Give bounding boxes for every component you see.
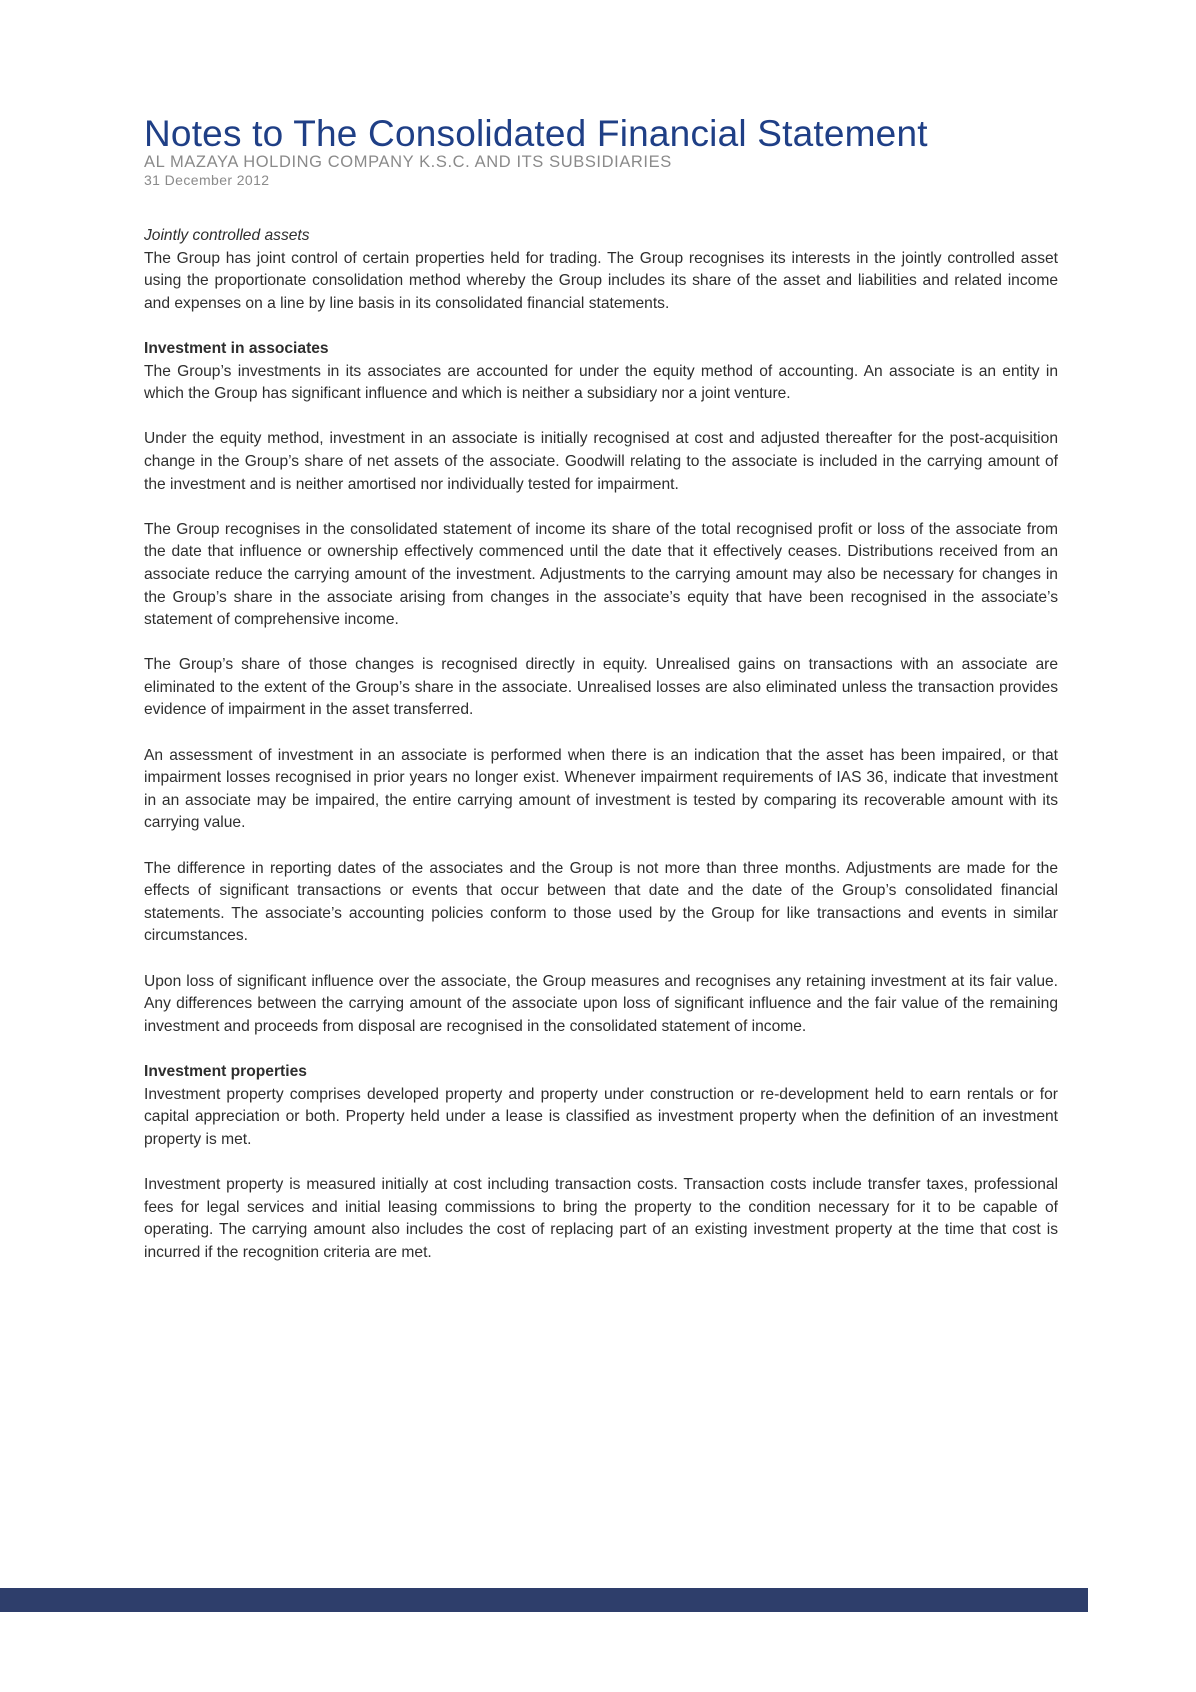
associates-paragraph-7: Upon loss of significant influence over the associate, the Group measures and recognises any retaining investment at its fair value. Any differences between the carrying amount of the associate upon loss of significant influence and the fair value of the remaining investment and proceeds from disposal are recognised in the consolidated statement of income. [144,972,1058,1035]
properties-paragraph-2: Investment property is measured initially at cost including transaction costs. Transaction costs include transfer taxes, professional fees for legal services and initial leasing commissions to bring the property to the condition necessary for it to be capable of operating. The carrying amount also includes the cost of replacing part of an existing investment property at the time that cost is incurred if the recognition criteria are met. [144,1175,1058,1261]
associates-paragraph-5: An assessment of investment in an associate is performed when there is an indication that the asset has been impaired, or that impairment losses recognised in prior years no longer exist. Whenever impairment requirements of IAS 36, indicate that investment in an associate may be impaired, the entire carrying amount of investment is tested by comparing its recoverable amount with its carrying value. [144,746,1058,832]
properties-paragraph-1: Investment property comprises developed property and property under construction or re-development held to earn rentals or for capital appreciation or both. Property held under a lease is classified as investment property when the definition of an investment property is met. [144,1085,1058,1148]
page-header [144,112,1064,189]
associates-paragraph-6: The difference in reporting dates of the associates and the Group is not more than three months. Adjustments are made for the effects of significant transactions or events that occur between that date and the date of the Group’s consolidated financial statements. The associate’s accounting policies conform to those used by the Group for like transactions and events in similar circumstances. [144,859,1058,945]
associates-paragraph-1: The Group’s investments in its associates are accounted for under the equity method of accounting. An associate is an entity in which the Group has significant influence and which is neither a subsidiary nor a joint venture. [144,362,1058,403]
investment-in-associates-heading: Investment in associates [144,339,329,357]
page-title: Notes to The Consolidated Financial Statement [144,113,928,154]
jointly-controlled-assets-heading: Jointly controlled assets [144,227,310,244]
associates-paragraph-4: The Group’s share of those changes is recognised directly in equity. Unrealised gains on transactions with an associate are eliminated to the extent of the Group’s share in the associate. Unrealised losses are also eliminated unless the transaction provides evidence of impairment in the asset transferred. [144,656,1058,719]
statement-date: 31 December 2012 [144,172,270,188]
investment-properties-heading: Investment properties [144,1062,307,1080]
footer-bar [0,1588,1088,1612]
document-body [144,225,1058,1287]
associates-paragraph-3: The Group recognises in the consolidated statement of income its share of the total recognised profit or loss of the associate from the date that influence or ownership effectively commenced until the date that it effectively ceases. Distributions received from an associate reduce the carrying amount of the investment. Adjustments to the carrying amount may also be necessary for changes in the Group’s share in the associate arising from changes in the associate’s equity that have been recognised in the associate’s statement of comprehensive income. [144,520,1058,629]
associates-paragraph-2: Under the equity method, investment in an associate is initially recognised at cost and adjusted thereafter for the post-acquisition change in the Group’s share of net assets of the associate. Goodwill relating to the associate is included in the carrying amount of the investment and is neither amortised nor individually tested for impairment. [144,430,1058,493]
jointly-controlled-assets-paragraph: The Group has joint control of certain properties held for trading. The Group recognises its interests in the jointly controlled asset using the proportionate consolidation method whereby the Group includes its share of the asset and liabilities and related income and expenses on a line by line basis in its consolidated financial statements. [144,249,1058,312]
company-name: AL MAZAYA HOLDING COMPANY K.S.C. AND ITS SUBSIDIARIES [144,153,672,171]
